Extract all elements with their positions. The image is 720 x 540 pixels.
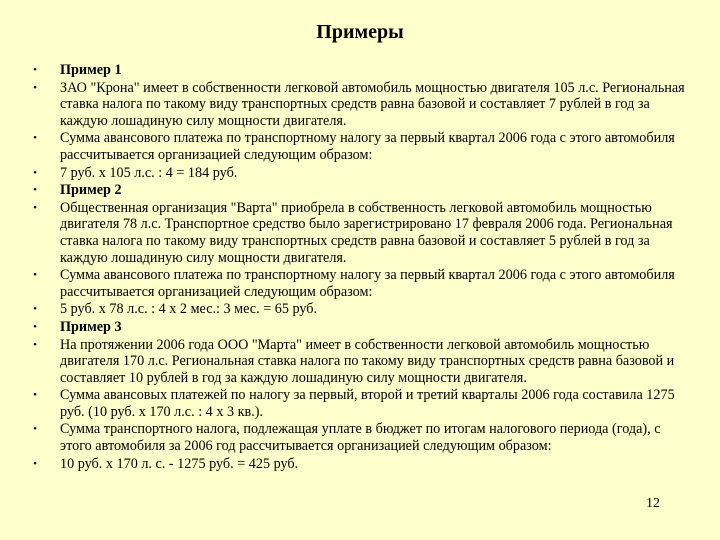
bullet-dot: • (33, 184, 37, 197)
list-item-text: 5 руб. x 78 л.с. : 4 x 2 мес.: 3 мес. = 65 руб. (60, 301, 318, 318)
list-item-text: Сумма транспортного налога, подлежащая уплате в бюджет по итогам налогового периода (года), с этого автомобиля за 2006 год рассчитывается организацией следующим образом: (60, 421, 661, 455)
bullet-dot: • (33, 457, 37, 470)
list-item (30, 301, 690, 318)
list-item (30, 182, 690, 199)
bullet-dot: • (33, 81, 37, 94)
example-heading: Пример 2 (60, 182, 122, 199)
bullet-dot: • (33, 132, 37, 145)
list-item-text: Сумма авансовых платежей по налогу за первый, второй и третий кварталы 2006 года составила 1275 руб. (10 руб. x 170 л.с. : 4 x 3 кв.). (60, 387, 675, 420)
bullet-dot: • (33, 338, 37, 351)
list-item (30, 456, 690, 473)
bullet-dot: • (33, 303, 37, 316)
bullet-dot: • (33, 201, 37, 214)
bullet-dot: • (33, 269, 37, 282)
slide-title: Примеры (316, 21, 404, 43)
list-item (30, 387, 690, 420)
bullet-dot: • (33, 423, 37, 436)
list-item (30, 80, 690, 130)
example-heading: Пример 3 (60, 318, 122, 335)
bullet-dot: • (33, 320, 37, 333)
example-heading: Пример 1 (60, 62, 122, 78)
bullet-list (30, 62, 690, 472)
list-item-text: Сумма авансового платежа по транспортному налогу за первый квартал 2006 года с этого автомобиля рассчитывается организацией следующим образом: (60, 267, 675, 300)
list-item-text: Общественная организация "Варта" приобрела в собственность легковой автомобиль мощностью двигателя 78 л.с. Транспортное средство было зарегистрировано 17 февраля 2006 года. Региональная ставка налога по такому виду транспортных средств равна базовой и составляет 5 рублей в год за каждую лошадиную силу мощности двигателя. (60, 199, 673, 266)
list-item-text: 10 руб. x 170 л. с. - 1275 руб. = 425 руб. (60, 455, 299, 472)
bullet-dot: • (33, 166, 37, 179)
bullet-dot: • (33, 64, 37, 76)
slide-content (30, 62, 690, 473)
list-item (30, 62, 690, 79)
list-item (30, 130, 690, 163)
list-item (30, 267, 690, 300)
list-item (30, 337, 690, 387)
list-item-text: 7 руб. x 105 л.с. : 4 = 184 руб. (60, 164, 238, 181)
bullet-dot: • (33, 389, 37, 402)
list-item (30, 200, 690, 266)
list-item-text: ЗАО "Крона" имеет в собственности легковой автомобиль мощностью двигателя 105 л.с. Региональная ставка налога по такому виду транспортных средств равна базовой и составляет 7 рублей в год за каждую лошадиную силу мощности двигателя. (60, 79, 685, 129)
list-item-text: На протяжении 2006 года ООО "Марта" имеет в собственности легковой автомобиль мощностью двигателя 170 л.с. Региональная ставка налога по такому виду транспортных средств равна базовой и составляет 10 рублей в год за каждую лошадиную силу мощности двигателя. (60, 336, 675, 386)
list-item (30, 319, 690, 336)
list-item-text: Сумма авансового платежа по транспортному налогу за первый квартал 2006 года с этого автомобиля рассчитывается организацией следующим образом: (60, 130, 675, 163)
list-item (30, 421, 690, 454)
list-item (30, 165, 690, 182)
page-number: 12 (646, 496, 660, 511)
